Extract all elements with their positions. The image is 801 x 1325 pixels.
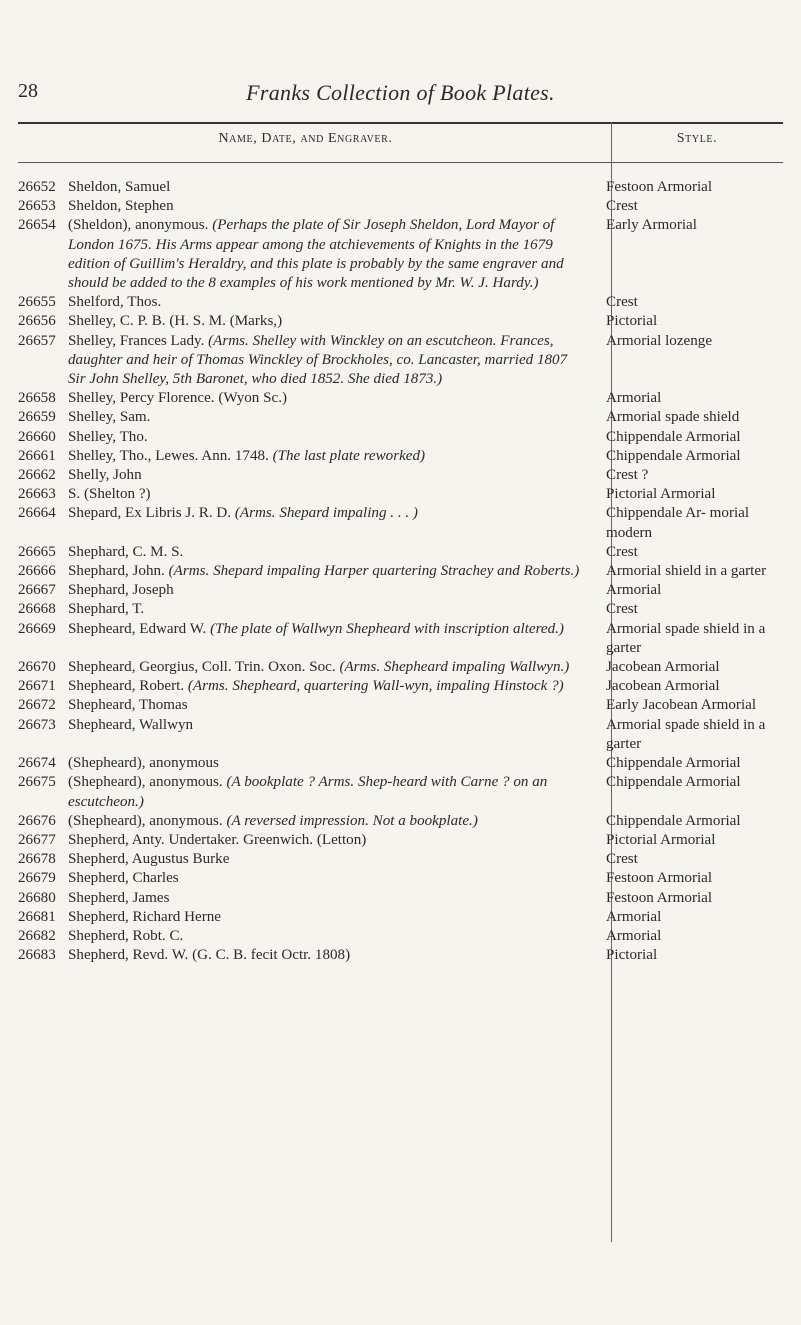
entry-name: Shepheard, Thomas <box>68 697 188 714</box>
entry-description <box>68 620 598 658</box>
entry-row <box>18 389 788 408</box>
entry-description <box>68 946 598 965</box>
entry-name: Shepherd, Charles <box>68 870 179 887</box>
entry-row <box>18 889 788 908</box>
entry-style: Pictorial Armorial <box>606 831 716 848</box>
entry-row <box>18 658 788 677</box>
entry-note: (The plate of Wallwyn Shepheard with inscription altered.) <box>210 620 564 637</box>
entry-description <box>68 428 598 447</box>
entry-description <box>68 908 598 927</box>
entry-name: Shelley, Frances Lady. <box>68 332 205 349</box>
entry-style: Jacobean Armorial <box>606 659 720 676</box>
entry-style: Early Armorial <box>606 217 697 234</box>
entry-style: Armorial <box>606 927 662 944</box>
entry-row <box>18 677 788 696</box>
entry-number: 26657 <box>18 332 56 349</box>
entry-row <box>18 466 788 485</box>
entry-row <box>18 773 788 811</box>
entry-note: (Arms. Shepard impaling . . . ) <box>234 505 418 522</box>
entry-row <box>18 581 788 600</box>
entry-name: Shephard, John. <box>68 563 165 580</box>
entry-name: Shelley, Percy Florence. (Wyon Sc.) <box>68 390 288 407</box>
entry-style: Crest ? <box>606 467 649 484</box>
entry-number: 26660 <box>18 428 56 445</box>
entry-row <box>18 216 788 293</box>
entry-name: (Shepheard), anonymous. <box>68 812 223 829</box>
entry-description <box>68 543 598 562</box>
entry-number: 26665 <box>18 543 56 560</box>
entry-row <box>18 908 788 927</box>
entry-name: Shelley, C. P. B. (H. S. M. (Marks,) <box>68 313 283 330</box>
entry-style: Armorial spade shield in a garter <box>606 620 766 656</box>
entry-style: Armorial shield in a garter <box>606 563 767 580</box>
column-header-style: Style. <box>676 131 718 146</box>
entry-description <box>68 581 598 600</box>
entry-note: (A reversed impression. Not a bookplate.) <box>226 812 478 829</box>
entry-name: Shelley, Tho. <box>68 428 148 445</box>
entry-number: 26683 <box>18 947 56 964</box>
entry-row <box>18 869 788 888</box>
entry-description <box>68 447 598 466</box>
entry-name: S. (Shelton ?) <box>68 486 151 503</box>
entry-style: Chippendale Armorial <box>606 812 741 829</box>
entry-name: Sheldon, Samuel <box>68 179 171 195</box>
entry-number: 26666 <box>18 563 56 580</box>
header-rule <box>18 162 783 163</box>
entry-style: Armorial spade shield <box>606 409 740 426</box>
entry-name: Shepherd, Revd. W. (G. C. B. fecit Octr. 1808) <box>68 947 351 964</box>
entry-row <box>18 716 788 754</box>
entry-number: 26664 <box>18 505 56 522</box>
entry-row <box>18 543 788 562</box>
entry-number: 26656 <box>18 313 56 330</box>
entry-description <box>68 332 598 390</box>
entry-number: 26674 <box>18 755 56 772</box>
entry-row <box>18 754 788 773</box>
entry-note: (The last plate reworked) <box>272 447 426 464</box>
entry-name: (Sheldon), anonymous. <box>68 217 209 234</box>
entry-description <box>68 889 598 908</box>
entry-name: Shelley, Sam. <box>68 409 151 426</box>
entry-row <box>18 485 788 504</box>
entry-number: 26661 <box>18 447 56 464</box>
entry-description <box>68 831 598 850</box>
entry-name: Shephard, C. M. S. <box>68 543 184 560</box>
entry-row <box>18 562 788 581</box>
entry-style: Crest <box>606 294 638 311</box>
entry-style: Pictorial Armorial <box>606 486 716 503</box>
entry-number: 26663 <box>18 486 56 503</box>
entry-row <box>18 600 788 619</box>
entry-name: Shepherd, James <box>68 889 170 906</box>
entry-description <box>68 716 598 754</box>
entry-number: 26678 <box>18 851 56 868</box>
entry-row <box>18 332 788 390</box>
entry-row <box>18 620 788 658</box>
entry-row <box>18 447 788 466</box>
entry-name: Shepheard, Edward W. <box>68 620 207 637</box>
entry-row <box>18 946 788 965</box>
entry-row <box>18 428 788 447</box>
entry-name: Shepard, Ex Libris J. R. D. <box>68 505 232 522</box>
entry-number: 26677 <box>18 831 56 848</box>
entry-style: Chippendale Armorial <box>606 774 741 791</box>
entry-number: 26676 <box>18 812 56 829</box>
entry-style: Chippendale Armorial <box>606 755 741 772</box>
entry-style: Chippendale Armorial <box>606 447 741 464</box>
entry-description <box>68 562 598 581</box>
entry-number: 26652 <box>18 179 56 195</box>
entry-number: 26673 <box>18 716 56 733</box>
entry-name: Sheldon, Stephen <box>68 198 174 215</box>
entry-row <box>18 850 788 869</box>
entry-name: Shepherd, Robt. C. <box>68 927 184 944</box>
entry-name: Shelly, John <box>68 467 142 484</box>
entry-number: 26675 <box>18 774 56 791</box>
entry-note: (A bookplate ? Arms. Shep-heard with Carne ? on an escutcheon.) <box>68 774 548 810</box>
entry-row <box>18 178 788 197</box>
entry-description <box>68 389 598 408</box>
entry-number: 26653 <box>18 198 56 215</box>
entry-description <box>68 293 598 312</box>
entry-description <box>68 812 598 831</box>
entry-number: 26679 <box>18 870 56 887</box>
entry-style: Crest <box>606 851 638 868</box>
entry-name: Shephard, T. <box>68 601 145 618</box>
entry-row <box>18 812 788 831</box>
entry-description <box>68 696 598 715</box>
entry-description <box>68 773 598 811</box>
entry-number: 26681 <box>18 908 56 925</box>
entry-name: Shepheard, Georgius, Coll. Trin. Oxon. Soc. <box>68 659 336 676</box>
entry-description <box>68 216 598 293</box>
entry-style: Jacobean Armorial <box>606 678 720 695</box>
entry-number: 26667 <box>18 582 56 599</box>
entry-style: Armorial spade shield in a garter <box>606 716 766 752</box>
entry-name: (Shepheard), anonymous <box>68 755 219 772</box>
entry-style: Festoon Armorial <box>606 179 713 195</box>
entry-row <box>18 504 788 542</box>
entry-description <box>68 850 598 869</box>
entry-description <box>68 600 598 619</box>
entry-style: Early Jacobean Armorial <box>606 697 757 714</box>
entry-style: Armorial lozenge <box>606 332 713 349</box>
entry-number: 26662 <box>18 467 56 484</box>
entry-style: Festoon Armorial <box>606 870 713 887</box>
entry-style: Crest <box>606 601 638 618</box>
entry-style: Pictorial <box>606 947 658 964</box>
entry-description <box>68 754 598 773</box>
entry-name: Shelford, Thos. <box>68 294 162 311</box>
entry-number: 26671 <box>18 678 56 695</box>
entry-number: 26658 <box>18 390 56 407</box>
entry-name: Shepherd, Richard Herne <box>68 908 221 925</box>
entry-style: Armorial <box>606 582 662 599</box>
entry-note: (Arms. Shepheard impaling Wallwyn.) <box>339 659 570 676</box>
entry-number: 26668 <box>18 601 56 618</box>
entry-row <box>18 408 788 427</box>
entry-style: Festoon Armorial <box>606 889 713 906</box>
entry-row <box>18 696 788 715</box>
entry-name: Shepherd, Anty. Undertaker. Greenwich. (Letton) <box>68 831 367 848</box>
entry-name: Shephard, Joseph <box>68 582 174 599</box>
entry-style: Chippendale Ar- morial modern <box>606 505 750 541</box>
entry-note: (Arms. Shepard impaling Harper quartering Strachey and Roberts.) <box>168 563 580 580</box>
entry-description <box>68 408 598 427</box>
entry-number: 26669 <box>18 620 56 637</box>
entry-style: Crest <box>606 543 638 560</box>
entry-description <box>68 485 598 504</box>
entry-description <box>68 869 598 888</box>
entry-number: 26654 <box>18 217 56 234</box>
entry-number: 26682 <box>18 927 56 944</box>
entry-name: (Shepheard), anonymous. <box>68 774 223 791</box>
column-header-name: Name, Date, and Engraver. <box>218 131 393 146</box>
entry-style: Armorial <box>606 390 662 407</box>
entry-style: Pictorial <box>606 313 658 330</box>
entry-description <box>68 197 598 216</box>
entry-name: Shepherd, Augustus Burke <box>68 851 230 868</box>
entry-note: (Arms. Shepheard, quartering Wall-wyn, impaling Hinstock ?) <box>187 678 564 695</box>
entry-note: (Perhaps the plate of Sir Joseph Sheldon, Lord Mayor of London 1675. His Arms appear among the atchievements of Knights in the 1679 edition of Guillim's Heraldry, and this plate is probably by the same engraver and should be added to the 8 examples of his work mentioned by Mr. W. J. Hardy.) <box>68 217 564 292</box>
entry-row <box>18 831 788 850</box>
entry-description <box>68 658 598 677</box>
entry-description <box>68 927 598 946</box>
entry-row <box>18 312 788 331</box>
entry-name: Shepheard, Wallwyn <box>68 716 194 733</box>
entry-description <box>68 178 598 197</box>
entry-style: Armorial <box>606 908 662 925</box>
entry-number: 26655 <box>18 294 56 311</box>
entry-row <box>18 927 788 946</box>
entry-name: Shepheard, Robert. <box>68 678 185 695</box>
entry-note: (Arms. Shelley with Winckley on an escutcheon. Frances, daughter and heir of Thomas Winckley of Brockholes, co. Lancaster, married 1807 Sir John Shelley, 5th Baronet, who died 1852. She died 1873.) <box>68 332 568 388</box>
entry-number: 26670 <box>18 659 56 676</box>
entry-description <box>68 504 598 542</box>
top-rule <box>18 122 783 124</box>
entry-style: Chippendale Armorial <box>606 428 741 445</box>
entry-description <box>68 677 598 696</box>
entry-number: 26672 <box>18 697 56 714</box>
entry-description <box>68 466 598 485</box>
entry-number: 26680 <box>18 889 56 906</box>
entry-row <box>18 197 788 216</box>
entry-style: Crest <box>606 198 638 215</box>
running-title: Franks Collection of Book Plates. <box>246 80 555 105</box>
entry-number: 26659 <box>18 409 56 426</box>
entry-description <box>68 312 598 331</box>
entry-row <box>18 293 788 312</box>
entry-name: Shelley, Tho., Lewes. Ann. 1748. <box>68 447 269 464</box>
entries-list <box>18 178 788 965</box>
page-number: 28 <box>18 80 38 102</box>
